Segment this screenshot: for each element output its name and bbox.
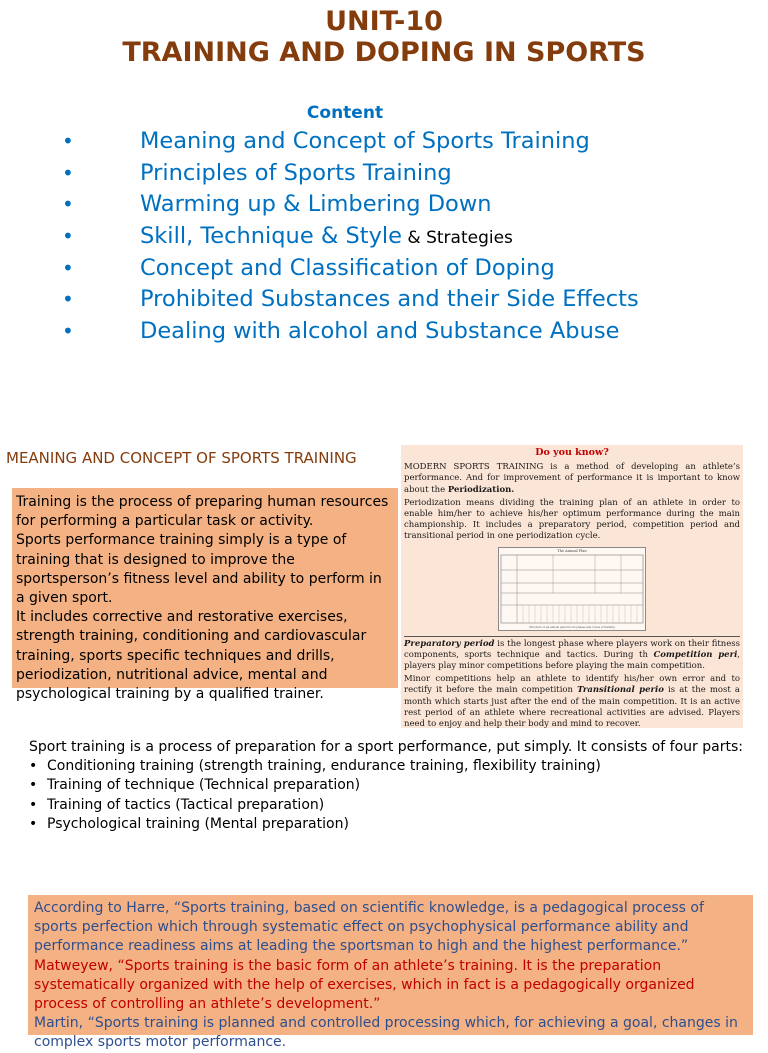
paragraph: It includes corrective and restorative exercises, strength training, conditioning and cardiovascular training, sports specific techniques and drills, periodization, nutritional advice, mental and psychological training by a qualified trainer. <box>16 609 367 703</box>
figure-caption: Structure of an annual plan into its phases and cycles of training <box>529 625 615 629</box>
bullet-icon: • <box>62 224 74 249</box>
paragraph: Training is the process of preparing human resources for performing a particular task or activity. <box>16 494 389 530</box>
bullet-icon: • <box>62 129 74 153</box>
section-heading: MEANING AND CONCEPT OF SPORTS TRAINING <box>6 449 357 467</box>
paragraph: Preparatory period is the longest phase where players work on their fitness components, sports technique and tactics. During th Competition peri, players play minor competitions before playing the main competition. <box>404 636 740 673</box>
unit-title: UNIT-10 <box>325 6 443 37</box>
parts-list <box>29 757 743 834</box>
list-item: • Psychological training (Mental preparation) <box>29 815 743 834</box>
paragraph: Minor competitions help an athlete to identify his/her own error and to rectify it before the main competition Transitional perio is at the most a month which starts just after the end of the main competition. It is an active rest period of an athlete where recreational activities are advised. Players need to enjoy and help their body and mind to recover. <box>404 674 740 730</box>
list-item-suffix: & Strategies <box>402 228 513 249</box>
paragraph: Periodization means dividing the training plan of an athlete in order to enable him/her to achieve his/her optimum performance during the main championship. It includes a preparatory period, competition period and transitional period in one periodization cycle. <box>404 497 740 542</box>
do-you-know-heading: Do you know? <box>535 447 609 458</box>
paragraph: MODERN SPORTS TRAINING is a method of developing an athlete’s performance. And for improvement of performance it is important to know about the Periodization. <box>404 462 740 495</box>
bullet-icon: • <box>62 255 74 280</box>
bullet-icon: • <box>62 192 74 217</box>
periodization-table-icon <box>499 548 645 630</box>
list-item: • Conditioning training (strength training, endurance training, flexibility training) <box>29 757 743 776</box>
bullet-icon: • <box>29 758 38 775</box>
paragraph: Sport training is a process of preparation for a sport performance, put simply. It consists of four parts: <box>29 739 743 755</box>
periodization-figure <box>498 547 646 631</box>
bullet-icon: • <box>62 287 74 312</box>
quote-martin: Martin, “Sports training is planned and controlled processing which, for achieving a goal, changes in complex sports motor performance. <box>34 1015 738 1051</box>
bullet-icon: • <box>62 319 74 344</box>
definitions-box <box>28 895 753 1051</box>
figure-title: The Annual Plan <box>557 548 587 553</box>
bullet-icon: • <box>29 777 38 794</box>
quote-matweyew: Matweyew, “Sports training is the basic form of an athlete’s training. It is the preparation systematically organized with the help of exercises, which in fact is a pedagogically organized process of controlling an athlete’s development.” <box>34 957 695 1013</box>
list-item: • Training of tactics (Tactical preparation) <box>29 796 743 815</box>
content-label: Content <box>306 103 384 123</box>
page-title: TRAINING AND DOPING IN SPORTS <box>122 37 646 68</box>
paragraph: Sports performance training simply is a type of training that is designed to improve the sportsperson’s fitness level and ability to perform in a given sport. <box>16 532 382 607</box>
definition-box <box>12 488 398 703</box>
bullet-icon: • <box>29 815 38 832</box>
bullet-icon: • <box>62 160 74 185</box>
do-you-know-box <box>401 445 743 728</box>
list-item: • Training of technique (Technical preparation) <box>29 776 743 795</box>
four-parts-section <box>29 738 743 834</box>
quote-harre: According to Harre, “Sports training, based on scientific knowledge, is a pedagogical process of sports perfection which through systematic effect on psychophysical performance ability and performance readiness aims at leading the sportsman to high and the highest performance.” <box>34 900 704 955</box>
bullet-icon: • <box>29 796 38 813</box>
